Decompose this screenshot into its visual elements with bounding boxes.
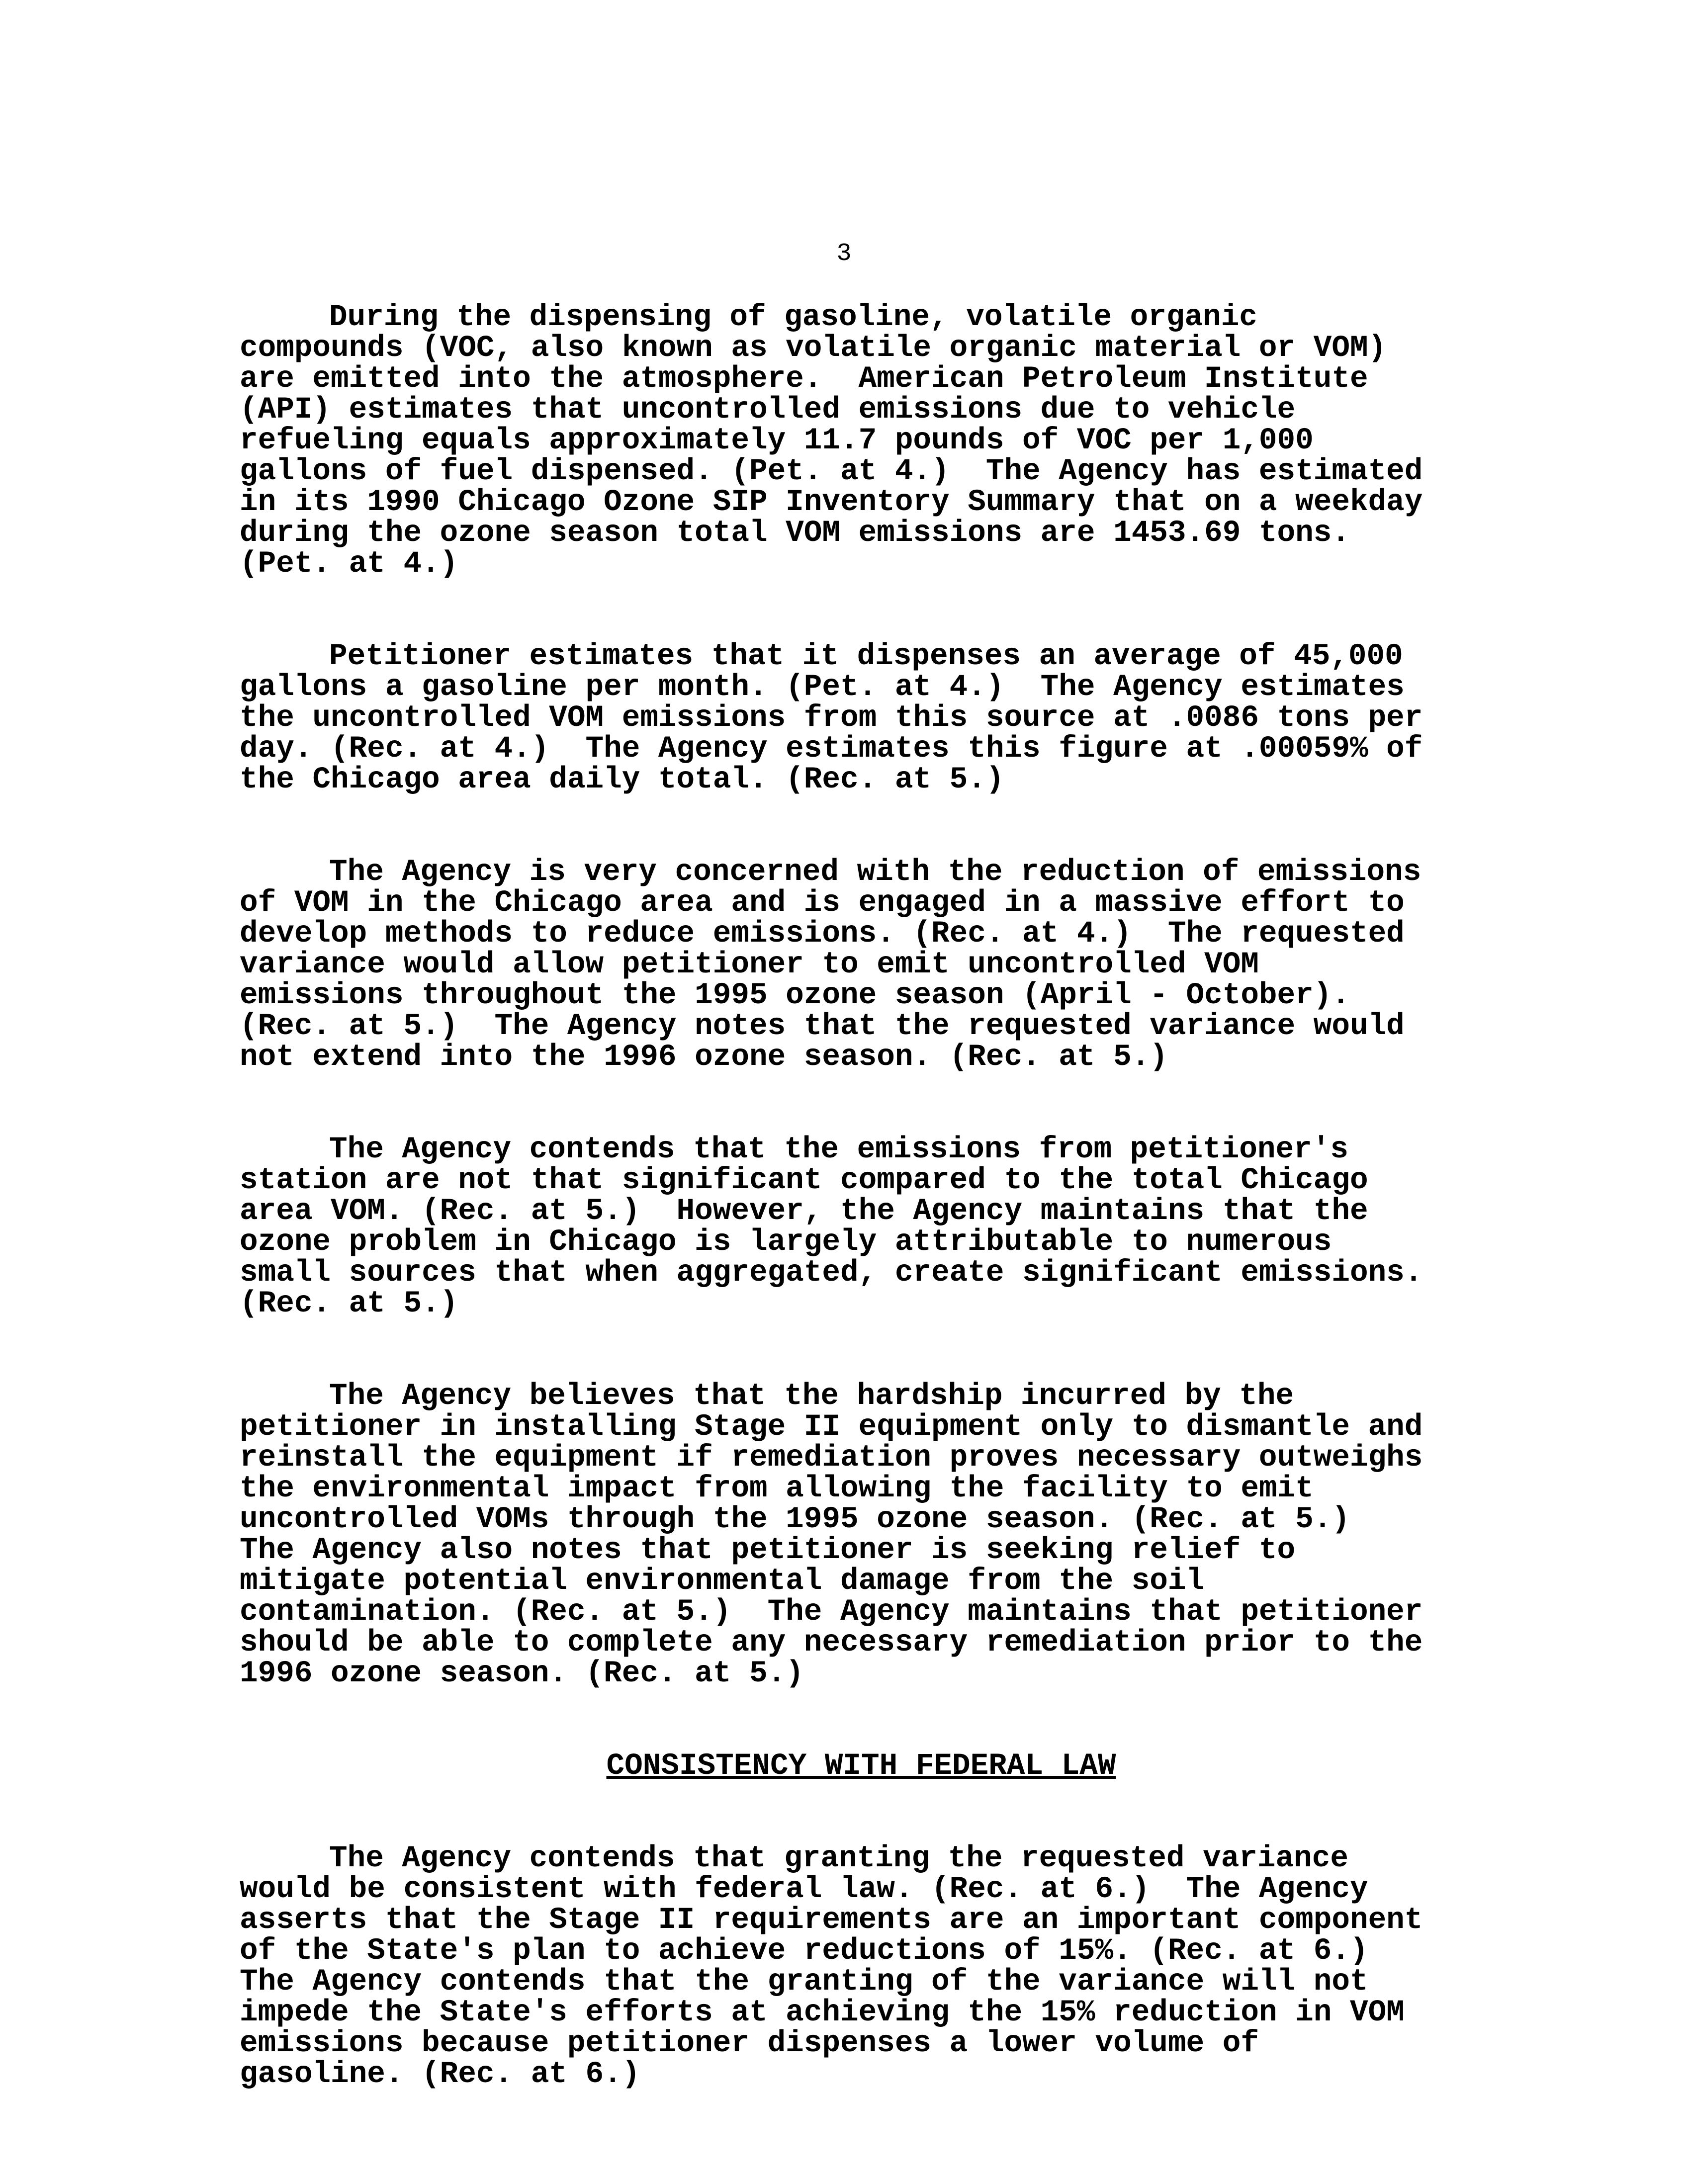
paragraph-line: emissions because petitioner dispenses a lower volume of	[240, 2026, 1259, 2061]
paragraph-petitioner-estimates	[240, 641, 1483, 795]
paragraph-line: The Agency contends that the granting of the variance will not	[240, 1965, 1368, 1999]
paragraph-line: The Agency also notes that petitioner is seeking relief to	[240, 1533, 1296, 1568]
paragraph-agency-concern	[240, 857, 1483, 1073]
paragraph-hardship	[240, 1381, 1483, 1689]
paragraph-emissions-significance	[240, 1135, 1483, 1319]
section-heading: CONSISTENCY WITH FEDERAL LAW	[606, 1749, 1116, 1783]
paragraph-line: Petitioner estimates that it dispenses an average of 45,000	[329, 639, 1403, 674]
paragraph-line: refueling equals approximately 11.7 pounds of VOC per 1,000	[240, 424, 1314, 458]
paragraph-line: The Agency is very concerned with the reduction of emissions	[329, 855, 1421, 889]
paragraph-line: ozone problem in Chicago is largely attributable to numerous	[240, 1225, 1332, 1259]
paragraph-line: day. (Rec. at 4.) The Agency estimates this figure at .00059% of	[240, 732, 1423, 766]
paragraph-federal-law	[240, 1843, 1483, 2090]
paragraph-line: area VOM. (Rec. at 5.) However, the Agency maintains that the	[240, 1194, 1368, 1228]
paragraph-line: The Agency contends that the emissions from petitioner's	[329, 1133, 1348, 1167]
paragraph-line: The Agency contends that granting the requested variance	[329, 1841, 1348, 1876]
paragraph-line: During the dispensing of gasoline, volatile organic	[329, 300, 1257, 335]
paragraph-line: would be consistent with federal law. (Rec. at 6.) The Agency	[240, 1872, 1368, 1907]
paragraph-line: The Agency believes that the hardship incurred by the	[329, 1379, 1294, 1413]
paragraph-line: should be able to complete any necessary remediation prior to the	[240, 1626, 1423, 1660]
paragraph-line: (Pet. at 4.)	[240, 547, 458, 581]
paragraph-line: asserts that the Stage II requirements are an important component	[240, 1903, 1423, 1937]
paragraph-line: the Chicago area daily total. (Rec. at 5.)	[240, 763, 1004, 797]
paragraph-line: contamination. (Rec. at 5.) The Agency maintains that petitioner	[240, 1595, 1423, 1629]
paragraph-line: compounds (VOC, also known as volatile organic material or VOM)	[240, 331, 1387, 365]
paragraph-line: petitioner in installing Stage II equipment only to dismantle and	[240, 1410, 1423, 1444]
paragraph-line: (API) estimates that uncontrolled emissions due to vehicle	[240, 393, 1296, 427]
paragraph-line: reinstall the equipment if remediation proves necessary outweighs	[240, 1441, 1423, 1475]
paragraph-line: (Rec. at 5.)	[240, 1287, 458, 1321]
paragraph-line: station are not that significant compared to the total Chicago	[240, 1163, 1368, 1198]
paragraph-line: mitigate potential environmental damage from the soil	[240, 1564, 1205, 1598]
paragraph-line: the environmental impact from allowing the facility to emit	[240, 1472, 1314, 1506]
paragraph-line: uncontrolled VOMs through the 1995 ozone season. (Rec. at 5.)	[240, 1502, 1350, 1537]
paragraph-line: emissions throughout the 1995 ozone season (April - October).	[240, 978, 1350, 1013]
paragraph-line: in its 1990 Chicago Ozone SIP Inventory Summary that on a weekday	[240, 485, 1423, 520]
paragraph-line: not extend into the 1996 ozone season. (Rec. at 5.)	[240, 1040, 1168, 1074]
document-body	[240, 302, 1483, 2152]
paragraph-line: small sources that when aggregated, create significant emissions.	[240, 1256, 1423, 1290]
paragraph-line: develop methods to reduce emissions. (Rec. at 4.) The requested	[240, 917, 1405, 951]
paragraph-voc-emissions	[240, 302, 1483, 580]
paragraph-line: gallons of fuel dispensed. (Pet. at 4.) The Agency has estimated	[240, 454, 1423, 489]
paragraph-line: (Rec. at 5.) The Agency notes that the requested variance would	[240, 1009, 1405, 1044]
paragraph-line: of VOM in the Chicago area and is engaged in a massive effort to	[240, 886, 1405, 920]
paragraph-line: gasoline. (Rec. at 6.)	[240, 2057, 640, 2092]
paragraph-line: are emitted into the atmosphere. American Petroleum Institute	[240, 362, 1368, 396]
paragraph-line: the uncontrolled VOM emissions from this source at .0086 tons per	[240, 701, 1423, 735]
paragraph-line: impede the State's efforts at achieving the 15% reduction in VOM	[240, 1996, 1405, 2030]
paragraph-line: variance would allow petitioner to emit uncontrolled VOM	[240, 948, 1259, 982]
paragraph-line: of the State's plan to achieve reductions of 15%. (Rec. at 6.)	[240, 1934, 1368, 1968]
paragraph-line: during the ozone season total VOM emissions are 1453.69 tons.	[240, 516, 1350, 550]
page-number: 3	[836, 240, 852, 268]
paragraph-line: 1996 ozone season. (Rec. at 5.)	[240, 1657, 804, 1691]
paragraph-line: gallons a gasoline per month. (Pet. at 4.) The Agency estimates	[240, 670, 1405, 704]
